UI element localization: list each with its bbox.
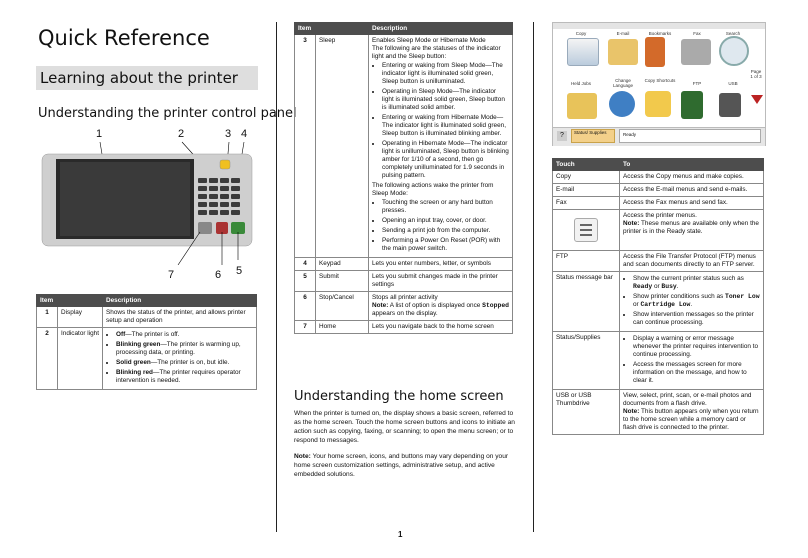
row-touch: FTP (553, 251, 620, 272)
row-desc: Lets you navigate back to the home screen (369, 321, 513, 334)
page-indicator: Page 1 of 3 (750, 69, 762, 79)
stop-note: Note: A list of option is displayed once Stopped appears on the display. (372, 302, 509, 317)
table-row (295, 292, 513, 321)
list-item: • Blinking green—The printer is warming up, processing data, or printing. (116, 341, 253, 357)
row-item: Submit (316, 271, 369, 292)
header-item: Item (295, 23, 369, 35)
row-touch: E-mail (553, 184, 620, 197)
callout-5: 5 (236, 265, 243, 277)
tile-label-fax: Fax (693, 31, 701, 36)
copy-shortcuts-icon[interactable] (645, 91, 671, 117)
control-panel-table (294, 22, 513, 334)
email-icon[interactable] (608, 39, 638, 65)
row-desc (369, 292, 513, 321)
page-arrow-icon[interactable] (751, 95, 763, 104)
table-header-row (37, 295, 257, 307)
menu-icon (574, 218, 598, 242)
tile-label-usb: USB (728, 81, 738, 86)
table-row (295, 35, 513, 258)
row-to (620, 272, 764, 332)
tile-label-held-jobs: Held Jobs (570, 81, 591, 86)
row-to: Access the Fax menus and send fax. (620, 197, 764, 210)
usb-note: Note: This button appears only when you return to the home screen while a memory card or flash drive is connected to the printer. (623, 408, 759, 431)
row-to (620, 332, 764, 390)
menu-desc: Access the printer menus. (623, 212, 697, 219)
row-desc (103, 328, 257, 390)
callout-6: 6 (215, 269, 222, 281)
list-item: • Entering or waking from Hibernate Mode—The indicator light is illuminated solid green, Sleep button is illuminated blinking amber. (382, 114, 509, 138)
row-item: Display (58, 307, 103, 328)
row-to: Access the File Transfer Protocol (FTP) menus and scan documents directly to an FTP server. (620, 251, 764, 272)
header-item: Item (37, 295, 103, 307)
list-item: • Access the messages screen for more information on the message, and how to clear it. (633, 361, 760, 385)
held-jobs-icon[interactable] (567, 93, 597, 119)
list-item: • Opening an input tray, cover, or door. (382, 217, 509, 225)
header-touch: Touch (553, 159, 620, 171)
bookmarks-icon[interactable] (645, 37, 665, 67)
row-touch: Status/Supplies (553, 332, 620, 390)
change-language-icon[interactable] (609, 91, 635, 117)
stop-desc: Stops all printer activity (372, 294, 438, 301)
list-item: • Show printer conditions such as Toner Low or Cartridge Low. (633, 293, 760, 309)
sleep-intro: Enables Sleep Mode or Hibernate Mode (372, 37, 486, 44)
row-desc (369, 35, 513, 258)
panel-heading: Understanding the printer control panel (38, 106, 297, 121)
table-row (553, 171, 764, 184)
list-item: • Solid green—The printer is on, but idle. (116, 359, 253, 367)
row-touch (553, 210, 620, 251)
row-desc: Lets you submit changes made in the printer settings (369, 271, 513, 292)
row-desc: Lets you enter numbers, letter, or symbols (369, 258, 513, 271)
row-to: Access the Copy menus and make copies. (620, 171, 764, 184)
row-num: 2 (37, 328, 58, 390)
row-to: Access the E-mail menus and send e-mails. (620, 184, 764, 197)
list-item: • Touching the screen or any hard button presses. (382, 199, 509, 215)
table-row (37, 328, 257, 390)
row-num: 6 (295, 292, 316, 321)
table-header-row (553, 159, 764, 171)
table-row (295, 258, 513, 271)
table-row (553, 210, 764, 251)
screen-top-bar (553, 23, 765, 29)
search-icon[interactable] (719, 36, 749, 66)
row-item: Sleep (316, 35, 369, 258)
indicator-table (36, 294, 257, 390)
tile-label-email: E-mail (616, 31, 630, 36)
row-touch: Copy (553, 171, 620, 184)
list-item: • Operating in Sleep Mode—The indicator light is illuminated solid green, Sleep button is illuminated solid amber. (382, 88, 509, 112)
row-touch: USB or USB Thumbdrive (553, 390, 620, 435)
table-row (37, 307, 257, 328)
table-row (295, 271, 513, 292)
callout-3: 3 (225, 128, 232, 140)
sleep-intro2: The following are the statuses of the indicator light and the Sleep button: (372, 45, 501, 60)
menu-note: Note: These menus are available only when the printer is in the Ready state. (623, 220, 759, 235)
list-item: • Operating in Hibernate Mode—The indicator light is unilluminated, Sleep button is blinking amber for 1/10 of a second, then go completely unilluminated for 1.9 seconds in pulsing pattern. (382, 140, 509, 180)
tile-label-change-language: Change Language (612, 78, 634, 88)
page-title: Quick Reference (38, 26, 210, 50)
section-banner (36, 66, 258, 90)
list-item: • Show intervention messages so the printer can continue processing. (633, 311, 760, 327)
header-description: Description (369, 23, 513, 35)
tile-label-copy: Copy (575, 31, 587, 36)
callout-4: 4 (241, 128, 248, 140)
table-row (553, 272, 764, 332)
tile-label-copy-shortcuts: Copy Shortcuts (644, 78, 676, 83)
row-to (620, 210, 764, 251)
row-num: 4 (295, 258, 316, 271)
row-item: Keypad (316, 258, 369, 271)
row-item: Stop/Cancel (316, 292, 369, 321)
control-panel-illustration (40, 140, 255, 265)
callout-2: 2 (178, 128, 185, 140)
help-icon[interactable]: ? (557, 131, 567, 141)
column-rule-right (533, 22, 534, 532)
table-row (553, 197, 764, 210)
header-description: Description (103, 295, 257, 307)
section-banner-text: Learning about the printer (40, 69, 238, 87)
table-row (553, 251, 764, 272)
row-to (620, 390, 764, 435)
row-desc: Shows the status of the printer, and allows printer setup and operation (103, 307, 257, 328)
list-item: • Entering or waking from Sleep Mode—The indicator light is illuminated solid green, Sleep button is unilluminated. (382, 62, 509, 86)
home-screen-illustration (552, 22, 766, 146)
list-item: • Performing a Power On Reset (POR) with the main power switch. (382, 237, 509, 253)
ftp-icon[interactable] (681, 91, 703, 119)
list-item: • Blinking red—The printer requires operator intervention is needed. (116, 369, 253, 385)
header-to: To (620, 159, 764, 171)
table-row (295, 321, 513, 334)
copy-icon[interactable] (567, 38, 599, 66)
table-row (553, 390, 764, 435)
row-item: Indicator light (58, 328, 103, 390)
row-touch: Fax (553, 197, 620, 210)
tile-label-search: Search (725, 31, 741, 36)
list-item: • Sending a print job from the computer. (382, 227, 509, 235)
home-paragraph: When the printer is turned on, the display shows a basic screen, referred to as the home screen. Touch the home screen buttons and icons to initiate an action such as copying, faxing, or scanning; to open the menu screen; or to respond to messages. (294, 410, 515, 444)
column-rule-left (276, 22, 277, 532)
tile-label-bookmarks: Bookmarks (648, 31, 672, 36)
table-row (553, 184, 764, 197)
callout-7: 7 (168, 269, 175, 281)
usb-desc: View, select, print, scan, or e-mail photos and documents from a flash drive. (623, 392, 752, 407)
home-screen-heading: Understanding the home screen (294, 389, 504, 404)
list-item: • Show the current printer status such as Ready or Busy. (633, 275, 760, 291)
home-screen-table (552, 158, 764, 435)
row-num: 5 (295, 271, 316, 292)
row-num: 1 (37, 307, 58, 328)
status-message-bar[interactable]: Ready (619, 129, 761, 143)
wake-intro: The following actions wake the printer from Sleep Mode: (372, 182, 494, 197)
list-item: • Off—The printer is off. (116, 331, 253, 339)
list-item: • Display a warning or error message whenever the printer requires intervention to continue processing. (633, 335, 760, 359)
fax-icon[interactable] (681, 39, 711, 65)
tile-label-ftp: FTP (692, 81, 702, 86)
page-number: 1 (398, 530, 403, 539)
home-note: Note: Your home screen, icons, and buttons may vary depending on your home screen customization settings, administrative setup, and active embedded solutions. (294, 453, 509, 478)
row-touch: Status message bar (553, 272, 620, 332)
row-item: Home (316, 321, 369, 334)
callout-1: 1 (96, 128, 103, 140)
status-supplies-button[interactable]: Status/ Supplies (571, 129, 615, 143)
row-num: 3 (295, 35, 316, 258)
table-row (553, 332, 764, 390)
row-num: 7 (295, 321, 316, 334)
usb-icon[interactable] (719, 93, 741, 117)
table-header-row (295, 23, 513, 35)
